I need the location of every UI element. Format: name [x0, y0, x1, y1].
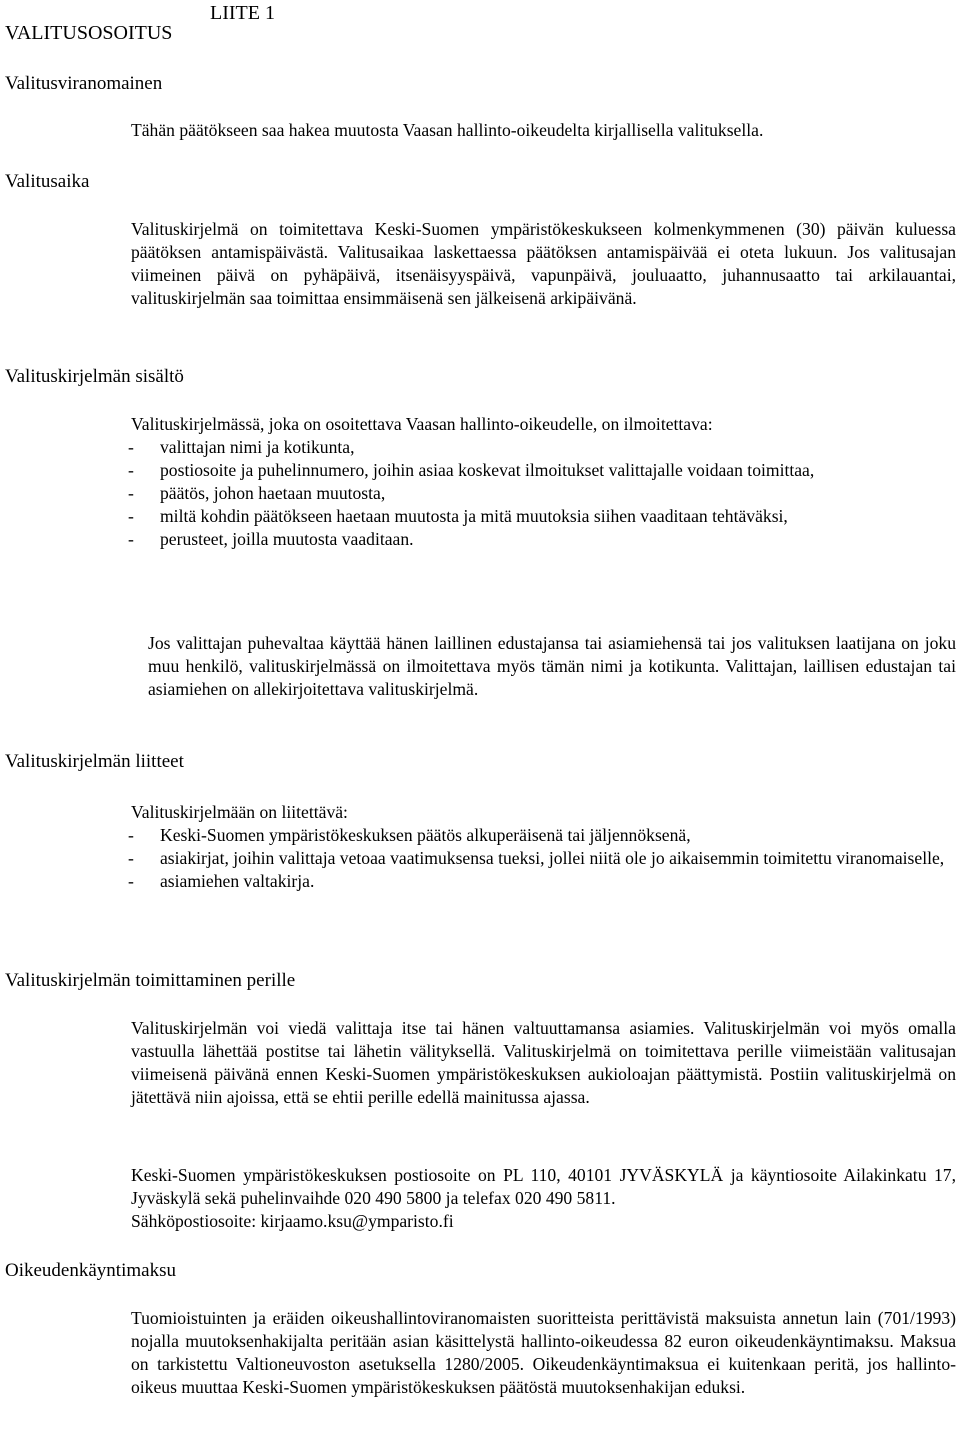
heading-valitusviranomainen: Valitusviranomainen	[5, 73, 163, 94]
text-toimittaminen-2: Keski-Suomen ympäristökeskuksen postiosoite on PL 110, 40101 JYVÄSKYLÄ ja käyntiosoite Ailakinkatu 17, Jyväskylä sekä puhelinvaihde 020 490 5800 ja telefax 020 490 5811.	[131, 1165, 956, 1208]
list-item: - asiakirjat, joihin valittaja vetoaa vaatimuksensa tueksi, jollei niitä ole jo aikaisemmin toimitettu viranomaiselle,	[0, 847, 956, 870]
text-oikeudenkayntimaksu: Tuomioistuinten ja eräiden oikeushallintoviranomaisten suoritteista perittävistä maksuista annetun lain (701/1993) nojalla muutoksenhakijalta peritään asian käsittelystä hallinto-oikeudessa 82 euron oikeudenkäyntimaksu. Maksua on tarkistettu Valtioneuvoston asetuksella 1280/2005. Oikeudenkäyntimaksua ei kuitenkaan peritä, jos hallinto-oikeus muuttaa Keski-Suomen ympäristökeskuksen päätöstä muutoksenhakijan eduksi.	[131, 1308, 956, 1397]
list-item: - Keski-Suomen ympäristökeskuksen päätös alkuperäisenä tai jäljennöksenä,	[0, 824, 956, 847]
sisalto-intro: Valituskirjelmässä, joka on osoitettava Vaasan hallinto-oikeudelle, on ilmoitettava:	[131, 414, 713, 434]
heading-oikeudenkayntimaksu: Oikeudenkäyntimaksu	[5, 1260, 176, 1281]
text-valitusaika: Valituskirjelmä on toimitettava Keski-Suomen ympäristökeskukseen kolmenkymmenen (30) päivän kuluessa päätöksen antamispäivästä. Valitusaikaa laskettaessa päätöksen antamispäivää ei oteta lukuun. Jos valitusajan viimeinen päivä on pyhäpäivä, itsenäisyyspäivä, vapunpäivä, jouluaatto, juhannusaatto tai arkilauantai, valituskirjelmän saa toimittaa ensimmäisenä sen jälkeisenä arkipäivänä.	[131, 219, 956, 308]
text-toimittaminen-1: Valituskirjelmän voi viedä valittaja itse tai hänen valtuuttamansa asiamies. Valituskirjelmän voi myös omalla vastuulla lähettää postitse tai lähetin välityksellä. Valituskirjelmä on toimitettava perille viimeistään valitusajan viimeisenä päivänä ennen Keski-Suomen ympäristökeskuksen aukioloajan päättymistä. Postiin valituskirjelmä on jätettävä niin ajoissa, että se ehtii perille edellä mainitussa ajassa.	[131, 1018, 956, 1107]
list-item: - valittajan nimi ja kotikunta,	[0, 436, 956, 459]
sisalto-list	[0, 436, 956, 551]
text-valitusviranomainen: Tähän päätökseen saa hakea muutosta Vaasan hallinto-oikeudelta kirjallisella valituksella.	[131, 120, 764, 140]
liitteet-list	[0, 824, 956, 893]
list-item: - miltä kohdin päätökseen haetaan muutosta ja mitä muutoksia siihen vaaditaan tehtäväksi,	[0, 505, 956, 528]
list-item: - päätös, johon haetaan muutosta,	[0, 482, 956, 505]
block-sisalto	[131, 413, 956, 551]
appendix-label: LIITE 1	[210, 2, 275, 24]
liitteet-intro: Valituskirjelmään on liitettävä:	[131, 802, 348, 822]
document-title: VALITUSOSOITUS	[5, 22, 173, 44]
list-item: - perusteet, joilla muutosta vaaditaan.	[0, 528, 956, 551]
list-item: - postiosoite ja puhelinnumero, joihin asiaa koskevat ilmoitukset valittajalle voidaan toimittaa,	[0, 459, 956, 482]
block-liitteet	[131, 801, 956, 893]
heading-liitteet: Valituskirjelmän liitteet	[5, 751, 184, 772]
heading-toimittaminen: Valituskirjelmän toimittaminen perille	[5, 970, 296, 991]
heading-sisalto: Valituskirjelmän sisältö	[5, 366, 184, 387]
heading-valitusaika: Valitusaika	[5, 171, 90, 192]
text-sisalto-paragraph: Jos valittajan puhevaltaa käyttää hänen laillinen edustajansa tai asiamiehensä tai jos valituksen laatijana on joku muu henkilö, valituskirjelmässä on ilmoitettava myös tämän nimi ja kotikunta. Valittajan, laillisen edustajan tai asiamiehen on allekirjoitettava valituskirjelmä.	[148, 633, 956, 699]
list-item: - asiamiehen valtakirja.	[0, 870, 956, 893]
text-email: Sähköpostiosoite: kirjaamo.ksu@ymparisto.fi	[131, 1211, 454, 1231]
